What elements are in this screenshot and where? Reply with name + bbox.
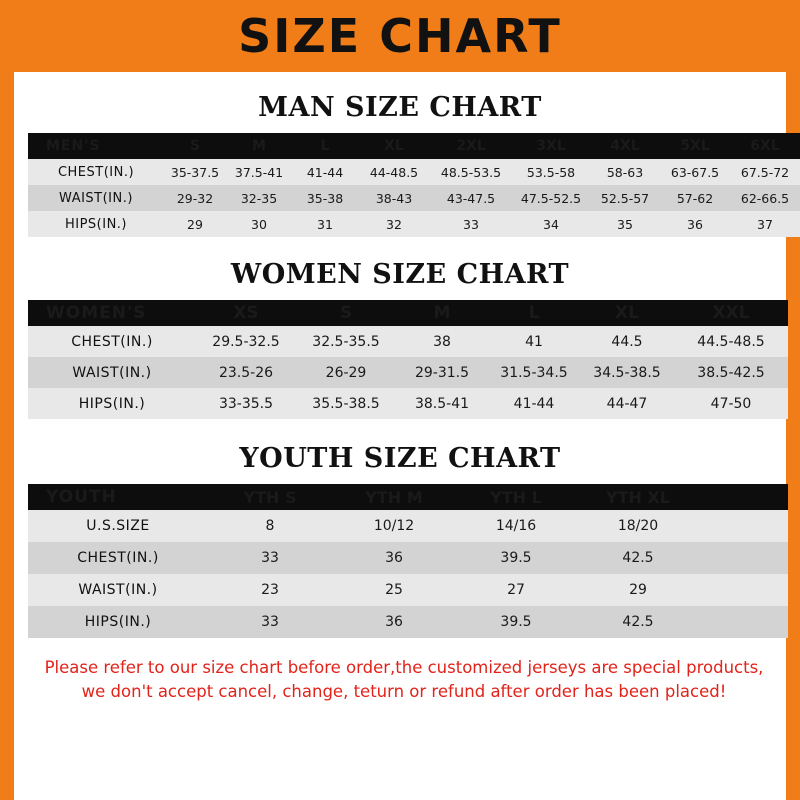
man-header-cell-4: XL [384,138,404,154]
man-cell-2-0: 29 [187,216,203,232]
women-cell-1-1: 26-29 [325,364,367,381]
man-cell-1-2: 35-38 [306,190,344,206]
table-row [28,542,788,574]
youth-cell-2-1: 25 [385,582,403,598]
women-cell-2-2: 38.5-41 [414,395,470,412]
man-cell-1-6: 52.5-57 [600,190,650,206]
man-cell-0-0: 35-37.5 [170,164,220,180]
youth-cell-1-3: 42.5 [622,550,654,566]
man-table-head [28,133,800,159]
man-cell-2-3: 32 [386,216,402,232]
youth-cell-3-1: 36 [385,614,403,630]
youth-cell-2-3: 29 [629,582,647,598]
women-cell-2-0: 33-35.5 [218,395,274,412]
women-cell-1-3: 31.5-34.5 [500,364,568,381]
man-header-cell-6: 3XL [536,138,566,154]
youth-header-cell-2: YTH M [365,487,423,507]
youth-cell-0-1: 10/12 [373,518,415,534]
youth-cell-3-2: 39.5 [500,614,532,630]
women-row-1-label: WAIST(IN.) [72,364,152,381]
table-header-row [28,300,788,326]
youth-cell-0-0: 8 [265,518,275,534]
man-table-body [28,159,800,237]
women-header-cell-3: M [433,303,451,323]
table-header-row [28,484,788,510]
women-header-cell-6: XXL [712,303,750,323]
page-banner [0,0,800,72]
youth-cell-3-3: 42.5 [622,614,654,630]
table-row [28,211,800,237]
man-header-cell-2: M [252,138,266,154]
man-cell-1-4: 43-47.5 [446,190,496,206]
man-cell-0-8: 67.5-72 [740,164,790,180]
man-cell-0-2: 41-44 [306,164,344,180]
man-cell-1-8: 62-66.5 [740,190,790,206]
youth-size-table [28,484,788,638]
youth-cell-0-2: 14/16 [495,518,537,534]
man-row-0-label: CHEST(IN.) [57,164,135,180]
table-row [28,606,788,638]
table-row [28,388,788,419]
youth-header-cell-4: YTH XL [606,487,670,507]
man-cell-2-4: 33 [463,216,479,232]
women-cell-0-4: 44.5 [611,333,643,350]
women-header-cell-5: XL [615,303,639,323]
man-cell-0-1: 37.5-41 [234,164,284,180]
youth-cell-1-spacer [700,542,788,574]
disclaimer-note [28,656,780,704]
women-cell-2-3: 41-44 [513,395,555,412]
youth-cell-2-spacer [700,574,788,606]
women-cell-1-0: 23.5-26 [218,364,274,381]
table-header-row [28,133,800,159]
youth-cell-0-spacer [700,510,788,542]
women-cell-2-1: 35.5-38.5 [312,395,380,412]
man-cell-1-0: 29-32 [176,190,214,206]
women-size-table [28,300,788,419]
youth-row-3-label: HIPS(IN.) [84,614,152,630]
women-cell-1-4: 34.5-38.5 [593,364,661,381]
women-header-cell-2: S [339,303,353,323]
disclaimer-line-2: we don't accept cancel, change, teturn or refund after order has been placed! [81,681,727,701]
women-section-title: WOMEN SIZE CHART [230,259,570,290]
man-cell-0-5: 53.5-58 [526,164,576,180]
youth-header-cell-0: YOUTH [46,487,117,507]
women-cell-2-4: 44-47 [606,395,648,412]
man-header-cell-1: S [189,138,201,154]
man-cell-2-2: 31 [317,216,333,232]
women-cell-2-5: 47-50 [710,395,752,412]
man-cell-1-7: 57-62 [676,190,714,206]
youth-table-body [28,510,788,638]
youth-cell-0-3: 18/20 [617,518,659,534]
man-cell-2-1: 30 [251,216,267,232]
women-cell-1-5: 38.5-42.5 [697,364,765,381]
man-cell-2-6: 35 [617,216,633,232]
youth-cell-2-0: 23 [261,582,279,598]
table-row [28,510,788,542]
youth-header-cell-3: YTH L [490,487,542,507]
table-row [28,357,788,388]
man-cell-1-1: 32-35 [240,190,278,206]
youth-cell-1-1: 36 [385,550,403,566]
man-cell-2-8: 37 [757,216,773,232]
man-size-table [28,133,800,237]
man-row-2-label: HIPS(IN.) [64,216,128,232]
disclaimer-line-1: Please refer to our size chart before order,the customized jerseys are special products, [44,658,764,677]
man-header-cell-8: 5XL [680,138,710,154]
youth-cell-3-spacer [700,606,788,638]
women-cell-1-2: 29-31.5 [414,364,470,381]
man-cell-1-3: 38-43 [375,190,413,206]
women-header-cell-1: XS [233,303,259,323]
man-cell-1-5: 47.5-52.5 [520,190,582,206]
youth-header-cell-spacer [700,484,788,510]
man-cell-2-5: 34 [543,216,559,232]
women-cell-0-3: 41 [525,333,543,350]
youth-header-cell-1: YTH S [243,487,297,507]
man-cell-0-4: 48.5-53.5 [440,164,502,180]
man-header-cell-9: 6XL [750,138,780,154]
man-header-cell-0: MEN'S [46,138,101,154]
man-header-cell-3: L [320,138,330,154]
women-table-head [28,300,788,326]
women-header-cell-4: L [528,303,540,323]
youth-row-2-label: WAIST(IN.) [78,582,158,598]
page-content [14,92,790,704]
man-section-title: MAN SIZE CHART [258,92,542,123]
page-title: SIZE CHART [238,9,562,63]
women-header-cell-0: WOMEN'S [46,303,147,323]
youth-row-1-label: CHEST(IN.) [77,550,159,566]
man-cell-0-3: 44-48.5 [369,164,419,180]
youth-cell-3-0: 33 [261,614,279,630]
man-cell-0-6: 58-63 [606,164,644,180]
man-cell-0-7: 63-67.5 [670,164,720,180]
table-row [28,326,788,357]
youth-cell-1-0: 33 [261,550,279,566]
women-row-2-label: HIPS(IN.) [78,395,146,412]
women-cell-0-5: 44.5-48.5 [697,333,765,350]
man-row-1-label: WAIST(IN.) [59,190,133,206]
table-row [28,159,800,185]
table-row [28,574,788,606]
youth-table-head [28,484,788,510]
youth-cell-2-2: 27 [507,582,525,598]
youth-section-title: YOUTH SIZE CHART [239,443,561,474]
women-cell-0-1: 32.5-35.5 [312,333,380,350]
women-cell-0-2: 38 [433,333,451,350]
women-table-body [28,326,788,419]
women-cell-0-0: 29.5-32.5 [212,333,280,350]
women-row-0-label: CHEST(IN.) [71,333,153,350]
man-cell-2-7: 36 [687,216,703,232]
table-row [28,185,800,211]
youth-row-0-label: U.S.SIZE [86,518,150,534]
man-header-cell-7: 4XL [610,138,640,154]
youth-cell-1-2: 39.5 [500,550,532,566]
man-header-cell-5: 2XL [456,138,486,154]
